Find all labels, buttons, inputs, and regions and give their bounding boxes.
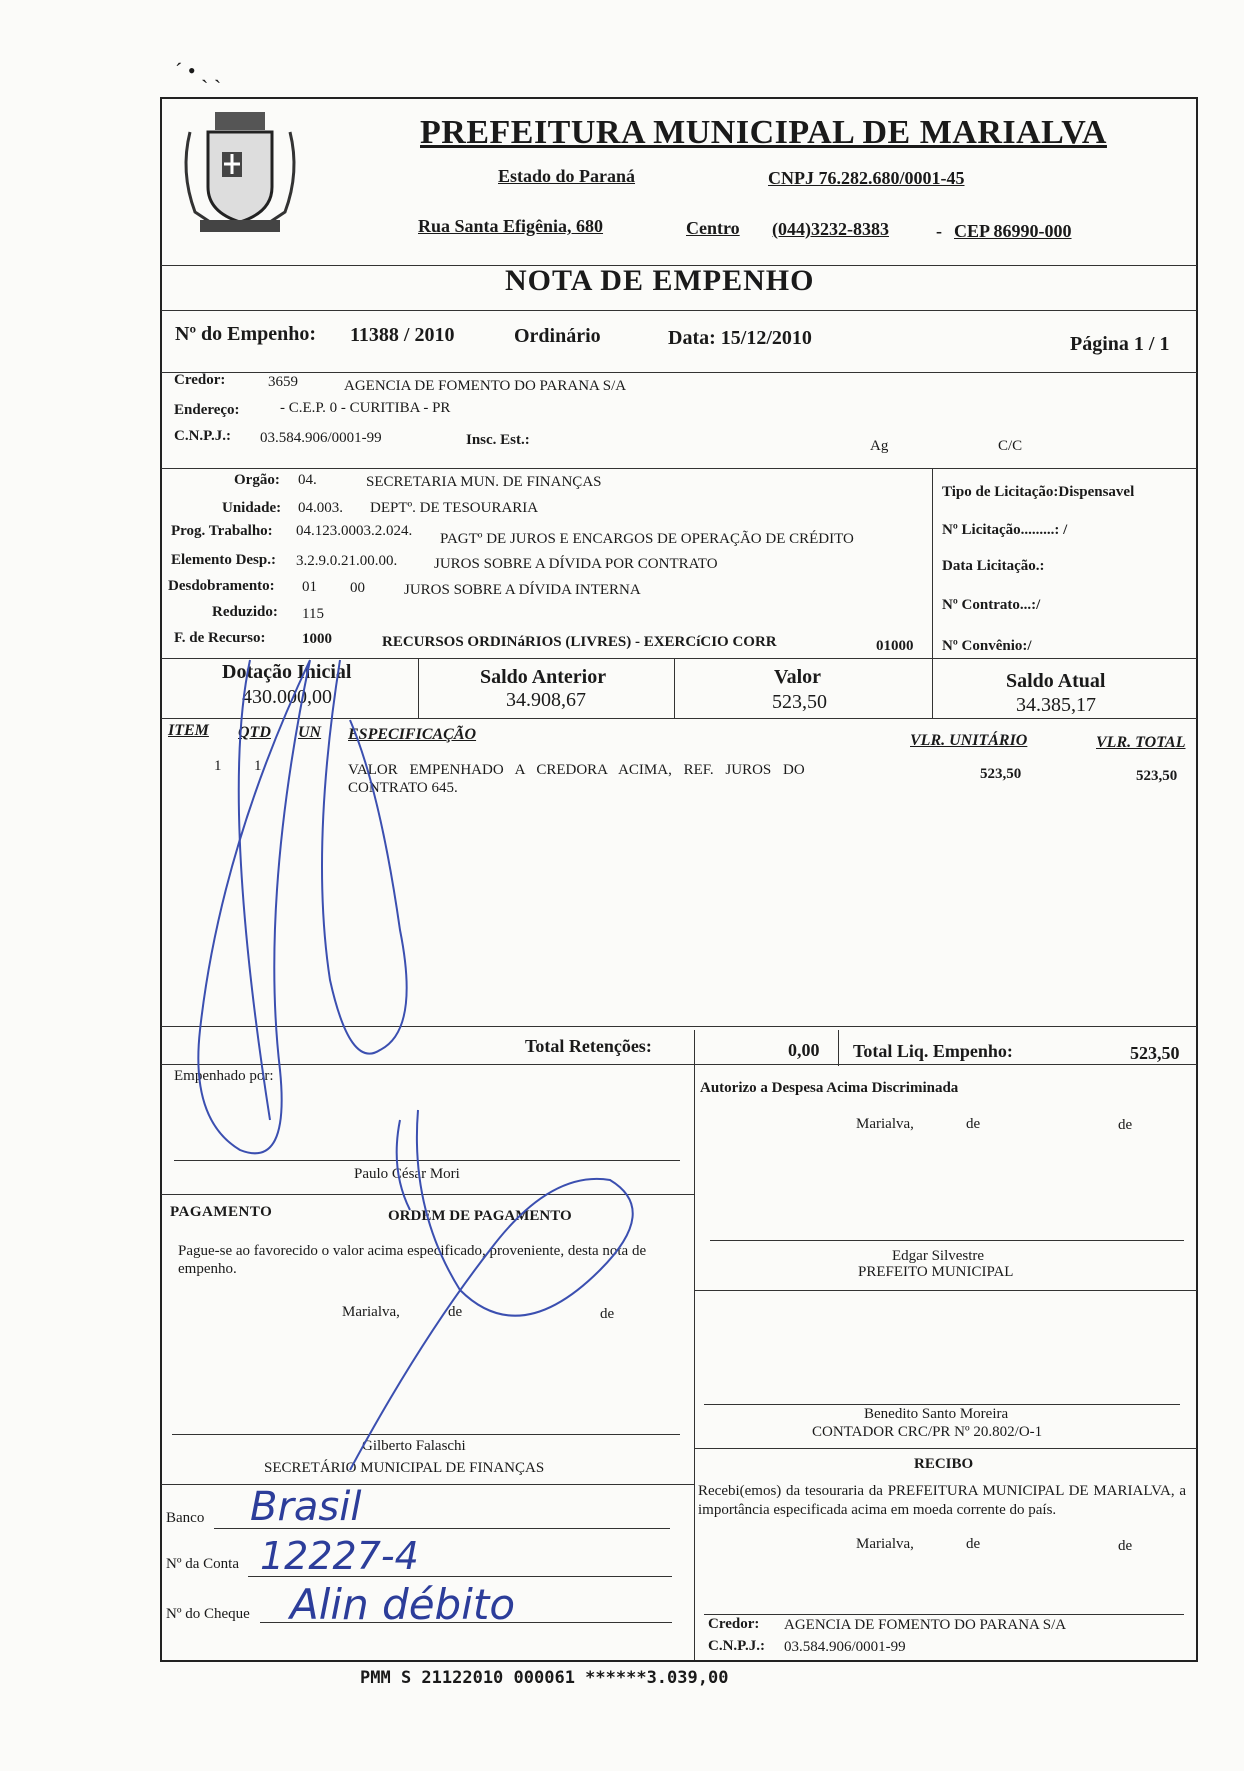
- empenhado-nome: Paulo César Mori: [354, 1166, 460, 1182]
- numero-convenio: Nº Convênio:/: [942, 638, 1032, 654]
- cheque-value: Alin débito: [290, 1580, 516, 1629]
- signature-line: [710, 1240, 1184, 1241]
- endereco-prefeitura: Rua Santa Efigênia, 680: [418, 216, 604, 236]
- reduzido-label: Reduzido:: [212, 604, 278, 620]
- endereco-label: Endereço:: [174, 402, 240, 418]
- total-retencoes-value: 0,00: [788, 1040, 820, 1060]
- divider: [161, 468, 1197, 469]
- contador-nome: Benedito Santo Moreira: [864, 1406, 1009, 1422]
- centro: Centro: [686, 218, 740, 238]
- contador-cargo: CONTADOR CRC/PR Nº 20.802/O-1: [812, 1424, 1043, 1440]
- prefeito-cargo: PREFEITO MUNICIPAL: [858, 1264, 1014, 1280]
- divider: [161, 658, 1197, 659]
- divider: [694, 1290, 1197, 1291]
- prefeito-nome: Edgar Silvestre: [892, 1248, 985, 1264]
- coat-of-arms-icon: [170, 102, 310, 242]
- item-especificacao-l2: CONTRATO 645.: [348, 780, 458, 796]
- ag-label: Ag: [870, 438, 889, 454]
- recibo-de2: de: [1118, 1538, 1133, 1554]
- divider: [161, 1484, 694, 1485]
- empenho-pagina: Página 1 / 1: [1070, 333, 1170, 355]
- col-vlr-total: VLR. TOTAL: [1096, 734, 1186, 751]
- credor-nome: AGENCIA DE FOMENTO DO PARANA S/A: [344, 378, 627, 394]
- ordem-pagamento: ORDEM DE PAGAMENTO: [388, 1208, 572, 1224]
- dotacao-inicial-value: 430.000,00: [242, 686, 332, 708]
- elemento-descricao: JUROS SOBRE A DÍVIDA POR CONTRATO: [434, 556, 718, 572]
- col-un: UN: [298, 724, 322, 741]
- orgao-descricao: SECRETARIA MUN. DE FINANÇAS: [366, 474, 602, 490]
- pagamento-de1: de: [448, 1304, 463, 1320]
- secretario-cargo: SECRETÁRIO MUNICIPAL DE FINANÇAS: [264, 1460, 545, 1476]
- conta-value: 12227-4: [260, 1534, 419, 1578]
- desdobramento-label: Desdobramento:: [168, 578, 275, 594]
- cnpj-prefeitura: CNPJ 76.282.680/0001-45: [768, 168, 965, 188]
- divider: [161, 310, 1197, 311]
- orgao-label: Orgão:: [234, 472, 280, 488]
- credor-codigo: 3659: [268, 374, 298, 390]
- divider: [694, 1064, 695, 1660]
- elemento-label: Elemento Desp.:: [171, 552, 276, 568]
- saldo-atual-label: Saldo Atual: [1006, 670, 1106, 692]
- divider: [694, 1030, 695, 1066]
- recibo-credor-nome: AGENCIA DE FOMENTO DO PARANA S/A: [784, 1617, 1067, 1633]
- unidade-descricao: DEPTº. DE TESOURARIA: [370, 500, 539, 516]
- cheque-label: Nº do Cheque: [166, 1606, 250, 1622]
- recurso-descricao: RECURSOS ORDINáRIOS (LIVRES) - EXERCíCIO CORR: [382, 634, 777, 650]
- item-numero: 1: [214, 758, 222, 774]
- unidade-label: Unidade:: [222, 500, 282, 516]
- prog-label: Prog. Trabalho:: [171, 523, 273, 539]
- divider: [161, 1064, 1197, 1065]
- cc-label: C/C: [998, 438, 1023, 454]
- data-licitacao: Data Licitação.:: [942, 558, 1045, 574]
- header-separator: -: [936, 221, 942, 241]
- prefeitura-title: PREFEITURA MUNICIPAL DE MARIALVA: [420, 114, 1107, 151]
- pagamento-de2: de: [600, 1306, 615, 1322]
- item-qtd: 1: [254, 758, 262, 774]
- signature-line: [704, 1614, 1184, 1615]
- total-liquido-label: Total Liq. Empenho:: [853, 1041, 1013, 1061]
- signature-line: [704, 1404, 1180, 1405]
- banco-label: Banco: [166, 1510, 205, 1526]
- divider: [932, 468, 933, 658]
- prog-descricao: PAGTº DE JUROS E ENCARGOS DE OPERAÇÃO DE CRÉDITO: [440, 531, 854, 547]
- divider: [161, 1026, 1197, 1027]
- secretario-nome: Gilberto Falaschi: [362, 1438, 466, 1454]
- saldo-atual-value: 34.385,17: [1016, 694, 1096, 716]
- recurso-label: F. de Recurso:: [174, 630, 266, 646]
- recurso-codigo2: 01000: [876, 638, 914, 654]
- autorizo-label: Autorizo a Despesa Acima Discriminada: [700, 1080, 959, 1096]
- recibo-cnpj-label: C.N.P.J.:: [708, 1638, 765, 1654]
- divider: [838, 1030, 839, 1066]
- item-especificacao-l1: VALOR EMPENHADO A CREDORA ACIMA, REF. JUROS DO: [348, 762, 805, 778]
- saldo-anterior-label: Saldo Anterior: [480, 666, 607, 688]
- recibo-texto: Recebi(emos) da tesouraria da PREFEITURA MUNICIPAL DE MARIALVA, a importância especificada acima em moeda corrente do país.: [698, 1483, 1186, 1518]
- saldo-anterior-value: 34.908,67: [506, 689, 586, 711]
- signature-line: [172, 1434, 680, 1435]
- conta-label: Nº da Conta: [166, 1556, 239, 1572]
- pagamento-texto: Pague-se ao favorecido o valor acima especificado, proveniente, desta nota de empenho.: [178, 1243, 647, 1277]
- col-qtd: QTD: [238, 724, 271, 741]
- credor-endereco: - C.E.P. 0 - CURITIBA - PR: [280, 400, 451, 416]
- divider: [161, 718, 1197, 719]
- pagamento-cidade: Marialva,: [342, 1304, 400, 1320]
- unidade-codigo: 04.003.: [298, 500, 343, 516]
- total-retencoes-label: Total Retenções:: [525, 1036, 652, 1056]
- divider: [932, 658, 933, 718]
- desdobramento-codigo2: 00: [350, 580, 365, 596]
- divider: [418, 658, 419, 718]
- insc-label: Insc. Est.:: [466, 432, 530, 448]
- empenho-tipo: Ordinário: [514, 325, 601, 347]
- estado: Estado do Paraná: [498, 166, 636, 186]
- doc-title: NOTA DE EMPENHO: [505, 264, 815, 297]
- signature-line: [174, 1160, 680, 1161]
- empenhado-label: Empenhado por:: [174, 1068, 274, 1084]
- telefone: (044)3232-8383: [772, 219, 889, 239]
- recibo-cidade: Marialva,: [856, 1536, 914, 1552]
- empenho-data: Data: 15/12/2010: [668, 327, 812, 349]
- orgao-codigo: 04.: [298, 472, 317, 488]
- banco-value: Brasil: [250, 1484, 362, 1530]
- dotacao-inicial-label: Dotação Inicial: [222, 661, 352, 683]
- item-vlr-total: 523,50: [1136, 768, 1178, 784]
- autorizo-de1: de: [966, 1116, 981, 1132]
- divider: [161, 1194, 694, 1195]
- desdobramento-codigo: 01: [302, 579, 317, 595]
- numero-licitacao: Nº Licitação.........: /: [942, 522, 1068, 538]
- valor-label: Valor: [774, 666, 822, 688]
- recurso-codigo: 1000: [302, 631, 332, 647]
- divider: [161, 372, 1197, 373]
- reduzido-codigo: 115: [302, 606, 324, 622]
- scan-mark: ˊ • ˏ ˎ: [175, 58, 222, 83]
- autorizo-de2: de: [1118, 1117, 1133, 1133]
- recibo-credor-label: Credor:: [708, 1616, 760, 1632]
- empenho-label: Nº do Empenho:: [175, 323, 317, 345]
- divider: [674, 658, 675, 718]
- desdobramento-descricao: JUROS SOBRE A DÍVIDA INTERNA: [404, 582, 641, 598]
- recibo-cnpj: 03.584.906/0001-99: [784, 1639, 906, 1655]
- item-vlr-unitario: 523,50: [980, 766, 1022, 782]
- col-item: ITEM: [168, 722, 209, 739]
- valor-value: 523,50: [772, 691, 827, 713]
- credor-cnpj: 03.584.906/0001-99: [260, 430, 382, 446]
- numero-contrato: Nº Contrato...:/: [942, 597, 1041, 613]
- recibo-de1: de: [966, 1536, 981, 1552]
- rodape-autenticacao: PMM S 21122010 000061 ******3.039,00: [360, 1668, 729, 1688]
- recibo-title: RECIBO: [914, 1456, 974, 1472]
- col-vlr-unitario: VLR. UNITÁRIO: [910, 732, 1028, 749]
- divider: [694, 1448, 1197, 1449]
- prog-codigo: 04.123.0003.2.024.: [296, 523, 413, 539]
- cnpj-label: C.N.P.J.:: [174, 428, 231, 444]
- tipo-licitacao: Tipo de Licitação:Dispensavel: [942, 484, 1135, 500]
- credor-label: Credor:: [174, 372, 226, 388]
- cep: CEP 86990-000: [954, 221, 1072, 241]
- empenho-numero: 11388 / 2010: [350, 324, 455, 346]
- total-liquido-value: 523,50: [1130, 1043, 1180, 1063]
- autorizo-cidade: Marialva,: [856, 1116, 914, 1132]
- col-especificacao: ESPECIFICAÇÃO: [348, 726, 477, 743]
- pagamento-label: PAGAMENTO: [170, 1204, 273, 1220]
- elemento-codigo: 3.2.9.0.21.00.00.: [296, 553, 398, 569]
